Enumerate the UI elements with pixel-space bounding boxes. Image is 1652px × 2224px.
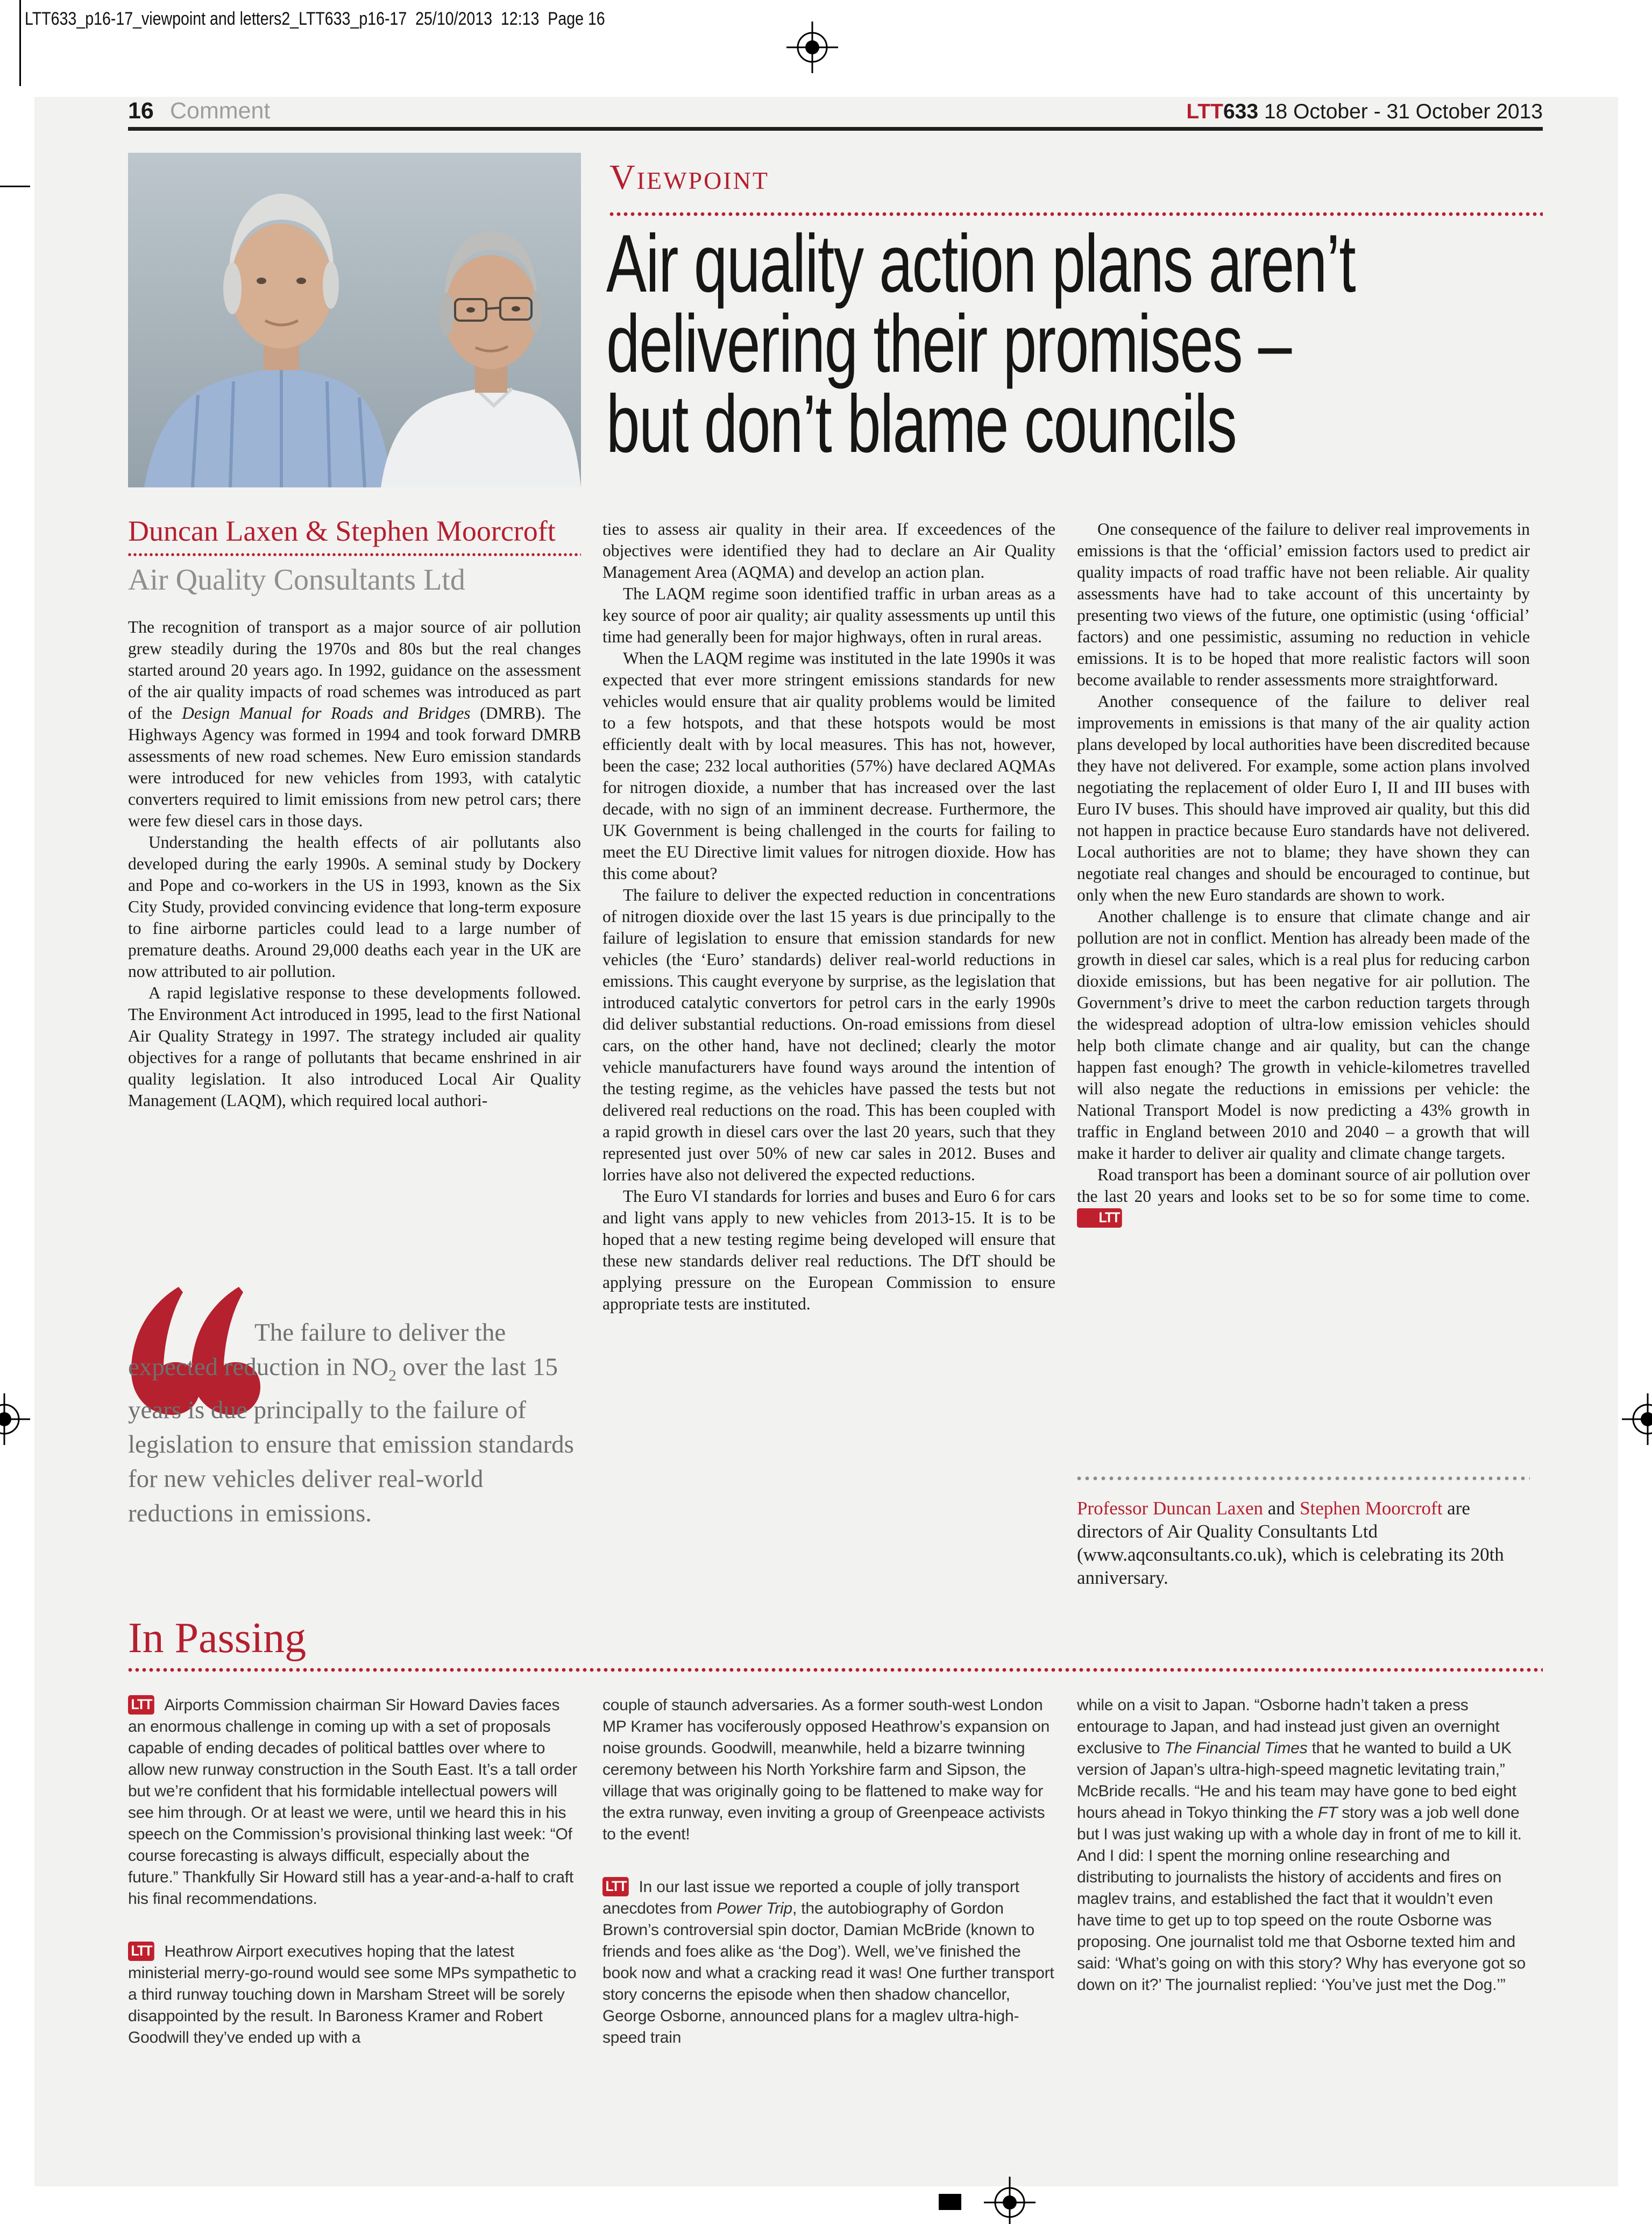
issue-dates: 18 October - 31 October 2013 — [1258, 100, 1543, 123]
dotted-rule — [1077, 1476, 1530, 1481]
text-run: The failure to deliver the expected reduction in NO — [128, 1319, 506, 1381]
text-run: Power Trip — [717, 1900, 792, 1917]
text-run: Airports Commission chairman Sir Howard Davies faces an enormous challenge in coming up with a set of proposals capable of ending decades of political battles over where to allow new runway construction in the South East. It’s a tall order but we’re confident that his formidable intellectual powers will see him through. Or at least we were, until we heard this in his speech on the Commission’s provisional thinking last week: “Of course forecasting is always difficult, especially about the future.” Thankfully Sir Howard still has a year-and-a-half to craft his final recommendations. — [128, 1696, 578, 1908]
text-run: , the autobiography of Gordon Brown’s controversial spin doctor, Damian McBride (known to friends and foes alike as ‘the Dog’). Well, we’ve finished the book now and what a cracking read it was! One further transport story concerns the episode when then shadow chancellor, George Osborne, announced plans for a maglev ultra-high-speed train — [602, 1900, 1054, 2046]
byline: Duncan Laxen & Stephen Moorcroft — [128, 515, 556, 547]
print-color-patch — [939, 2194, 961, 2210]
paragraph — [1077, 1695, 1530, 1996]
text-run: In our last issue we reported a couple of jolly transport anecdotes from — [602, 1878, 1019, 1917]
article-headline — [606, 218, 1562, 470]
in-passing-column-1 — [128, 1695, 581, 2049]
kicker-viewpoint: Viewpoint — [609, 158, 769, 197]
registration-mark-icon — [1622, 1393, 1652, 1445]
in-passing-title: In Passing — [128, 1614, 307, 1662]
issue-info — [1186, 100, 1543, 124]
text-run: couple of staunch adversaries. As a former south-west London MP Kramer has vociferously opposed Heathrow’s expansion on noise grounds. Goodwill, meanwhile, held a bizarre twinning ceremony between his North Yorkshire farm and Sipson, the village that was originally going to be flattened to make way for the extra runway, even inviting a group of Greenpeace activists to the event! — [602, 1696, 1050, 1843]
article-column-3 — [1077, 519, 1530, 1229]
paragraph — [602, 519, 1055, 583]
text-run: FT — [1317, 1804, 1338, 1822]
text-run: Design Manual for Roads and Bridges — [182, 704, 471, 723]
paragraph — [602, 648, 1055, 884]
text-run: A rapid legislative response to these developments followed. The Environment Act introduced in 1995, lead to the first National Air Quality Strategy in 1997. The strategy included air quality objectives for a range of pollutants that became enshrined in air quality legislation. It also introduced Local Air Quality Management (LAQM), which required local authori- — [128, 983, 581, 1110]
text-run: The failure to deliver the expected reduction in concentrations of nitrogen dioxide over the last 15 years is due principally to the failure of legislation to ensure that emission standards for new vehicles (the ‘Euro’ standards) deliver real-world reductions in emissions. This caught everyone by surprise, as the legislation that introduced catalytic convertors for petrol cars in the early 1990s did deliver substantial reductions. On-road emissions from diesel cars, on the other hand, have not declined; clearly the motor vehicle manufacturers have found ways around the intention of the testing regime, as the vehicles have passed the tests but not delivered real reductions on the road. This has been coupled with a rapid growth in diesel cars over the last 20 years, such that they represented just over 50% of new car sales in 2012. Buses and lorries have also not delivered the expected reductions. — [602, 886, 1055, 1184]
text-run: 2 — [388, 1367, 396, 1385]
brand-logo-text: LTT — [1186, 100, 1223, 123]
ltt-logo-icon: LTT — [128, 1942, 154, 1961]
ltt-logo-icon: LTT — [128, 1695, 154, 1715]
headline-line: Air quality action plans aren’t — [606, 218, 1356, 309]
paragraph — [1077, 519, 1530, 691]
paragraph — [602, 884, 1055, 1186]
text-run: Heathrow Airport executives hoping that the latest ministerial merry-go-round would see some MPs sympathetic to a third runway touching down in Marsham Street will be sorely disappointed by the result. In Baroness Kramer and Robert Goodwill they’ve ended up with a — [128, 1943, 577, 2046]
paragraph — [602, 1186, 1055, 1315]
paragraph — [1077, 906, 1530, 1164]
paragraph — [1077, 691, 1530, 906]
section-title: Comment — [170, 98, 271, 124]
in-passing-column-3 — [1077, 1695, 1530, 1996]
in-passing-column-2 — [602, 1695, 1055, 2049]
text-run: Another challenge is to ensure that climate change and air pollution are not in conflict. Mention has already been made of the growth in diesel car sales, which is a real plus for reducing carbon dioxide emissions, but has been negative for air pollution. The Government’s drive to meet the carbon reduction targets through the widespread adoption of ultra-low emission vehicles should help both climate change and air quality, but can the change happen fast enough? The growth in vehicle-kilometres travelled will also negate the reductions in emissions per vehicle: the National Transport Model is now predicting a 43% growth in traffic in England between 2010 and 2040 – a growth that will make it harder to deliver air quality and climate change targets. — [1077, 907, 1530, 1163]
text-run: while on a visit to Japan. “Osborne hadn’t taken a press entourage to Japan, and had instead just given an overnight exclusive to — [1077, 1696, 1500, 1757]
page-number: 16 — [128, 98, 154, 124]
dotted-rule — [128, 1668, 1543, 1673]
text-run: story was a job well done but I was just waking up with a whole day in front of me to kill it. And I did: I spent the morning online researching and distributing to journalists the history of accidents and fires on maglev trains, and established the fact that it wouldn’t even have time to get up to top speed on the route Osborne was proposing. One journalist told me that Osborne texted him and said: ‘What’s going on with this story? Why has everyone got so down on it?’ The journalist replied: ‘You’ve just met the Dog.’” — [1077, 1804, 1526, 1994]
article-column-2 — [602, 519, 1055, 1315]
paragraph — [602, 583, 1055, 648]
text-run: and — [1263, 1498, 1300, 1519]
trim-mark — [19, 0, 21, 86]
text-run: (DMRB). The Highways Agency was formed in 1994 and took forward DMRB assessments of new road schemes. New Euro emission standards were introduced for new vehicles from 1993, with catalytic converters required to limit emissions from new petrol cars; there were few diesel cars in those days. — [128, 704, 581, 830]
paragraph — [128, 1941, 581, 2049]
text-run: When the LAQM regime was instituted in the late 1990s it was expected that ever more stringent emissions standards for new vehicles would ensure that air quality problems would be limited to a few hotspots, and that these hotspots would be most efficiently dealt with by local measures. This has not, however, been the case; 232 local authorities (57%) have declared AQMAs for nitrogen dioxide, a number that has increased over the last decade, with no sign of an imminent decrease. Furthermore, the UK Government is being challenged in the courts for failing to meet the EU Directive limit values for nitrogen dioxide. How has this come about? — [602, 649, 1055, 883]
text-run: over the last 15 years is due principally to the failure of legislation to ensure that emission standards for new vehicles deliver real-world reductions in emissions. — [128, 1353, 574, 1528]
text-run: are directors of Air Quality Consultants Ltd (www.aqconsultants.co.uk), which is celebrating its 20th anniversary. — [1077, 1498, 1504, 1588]
paragraph — [128, 832, 581, 982]
issue-number: 633 — [1223, 100, 1259, 123]
headline-line: delivering their promises – — [606, 298, 1291, 389]
authors-photo — [128, 153, 581, 487]
text-run: Professor Duncan Laxen — [1077, 1498, 1264, 1519]
paragraph — [602, 1876, 1055, 2049]
paragraph — [602, 1695, 1055, 1845]
text-run: The Financial Times — [1164, 1739, 1308, 1757]
trim-mark — [0, 186, 30, 187]
text-run: that he wanted to build a UK version of Japan’s ultra-high-speed magnetic levitating train,” McBride recalls. “He and his team may have gone to bed eight hours ahead in Tokyo thinking the — [1077, 1739, 1516, 1822]
pull-quote — [128, 1315, 583, 1531]
dotted-rule — [128, 553, 581, 557]
byline-organisation: Air Quality Consultants Ltd — [128, 563, 465, 597]
print-slug: LTT633_p16-17_viewpoint and letters2_LTT633_p16-17 25/10/2013 12:13 Page 16 — [25, 9, 605, 29]
headline-line: but don’t blame councils — [606, 378, 1237, 470]
registration-mark-icon — [786, 22, 838, 73]
text-run: Road transport has been a dominant source of air pollution over the last 20 years and looks set to be so for some time to come. — [1077, 1165, 1530, 1206]
text-run: The recognition of transport as a major source of air pollution grew steadily during the 1970s and 80s but the real changes started around 20 years ago. In 1992, guidance on the assessment of the air quality impacts of road schemes was introduced as part of the — [128, 618, 581, 723]
dotted-rule — [609, 212, 1543, 217]
text-run: The LAQM regime soon identified traffic in urban areas as a key source of poor air quality; air quality assessments up until this time had generally been for major highways, often in rural areas. — [602, 584, 1055, 646]
registration-mark-icon — [0, 1393, 30, 1445]
ltt-logo-icon: LTT — [602, 1877, 629, 1896]
paragraph — [128, 1695, 581, 1910]
ltt-logo-icon: LTT — [1077, 1208, 1122, 1228]
paragraph — [128, 982, 581, 1111]
text-run: ties to assess air quality in their area. If exceedences of the objectives were identified they had to declare an Air Quality Management Area (AQMA) and develop an action plan. — [602, 520, 1055, 582]
text-run: The Euro VI standards for lorries and buses and Euro 6 for cars and light vans apply to new vehicles from 2013-15. It is to be hoped that a new testing regime being developed will ensure that these new standards deliver real reductions. The DfT should be applying pressure on the European Commission to ensure appropriate tests are instituted. — [602, 1187, 1055, 1313]
article-column-1 — [128, 617, 581, 1111]
text-run: One consequence of the failure to deliver real improvements in emissions is that the ‘official’ emission factors used to predict air quality impacts of road traffic have not been reliable. Air quality assessments have had to take account of this uncertainty by presenting two views of the future, one optimistic (using ‘official’ factors) and one pessimistic, assuming no reduction in vehicle emissions. It is to be hoped that more realistic factors will soon become available to render assessments more straightforward. — [1077, 520, 1530, 689]
text-run: Another consequence of the failure to deliver real improvements in emissions is that many of the air quality action plans developed by local authorities have been discredited because they have not delivered. For example, some action plans involved negotiating the replacement of older Euro I, II and III buses with Euro IV buses. This should have improved air quality, but this did not happen in practice because Euro standards have not delivered. Local authorities are not to blame; they have shown they can negotiate real changes and should be encouraged to continue, but only when the new Euro standards are shown to work. — [1077, 692, 1530, 904]
registration-mark-icon — [984, 2177, 1036, 2224]
header-rule — [128, 127, 1543, 131]
paragraph — [1077, 1164, 1530, 1229]
text-run: Understanding the health effects of air pollutants also developed during the early 1990s. A seminal study by Dockery and Pope and co-workers in the US in 1993, known as the Six City Study, provided convincing evidence that long-term exposure to fine airborne particles could lead to a large number of premature deaths. Around 29,000 deaths each year in the UK are now attributed to air pollution. — [128, 833, 581, 981]
author-credit — [1077, 1497, 1530, 1589]
text-run: Stephen Moorcroft — [1300, 1498, 1443, 1519]
paragraph — [128, 617, 581, 832]
